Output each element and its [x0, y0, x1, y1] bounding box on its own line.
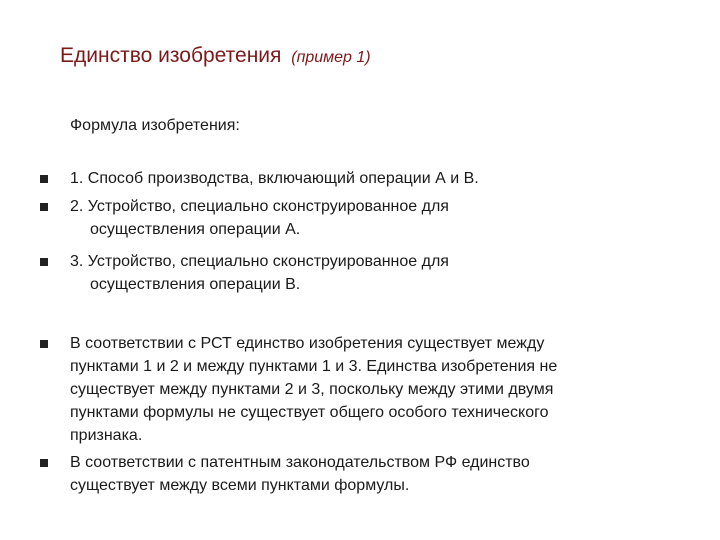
- note-line: пунктами 1 и 2 и между пунктами 1 и 3. Единства изобретения не: [70, 358, 558, 375]
- bullet-icon: [40, 340, 48, 348]
- note-line: пунктами формулы не существует общего особого технического: [70, 404, 549, 421]
- bullet-icon: [40, 258, 48, 266]
- note-text: [70, 332, 670, 447]
- note-line: В соответствии с патентным законодательством РФ единство: [70, 454, 530, 471]
- claim-text: [70, 250, 670, 296]
- claim-text: [70, 167, 670, 190]
- title-subtitle: (пример 1): [291, 49, 371, 66]
- note-line: существует между всеми пунктами формулы.: [70, 477, 410, 494]
- title-main: Единство изобретения: [60, 44, 282, 67]
- claim-line-continued: осуществления операции А.: [90, 221, 301, 238]
- claim-line-continued: осуществления операции В.: [90, 276, 301, 293]
- formula-label: Формула изобретения:: [70, 117, 240, 134]
- bullet-icon: [40, 203, 48, 211]
- note-line: В соответствии с РСТ единство изобретения существует между: [70, 335, 545, 352]
- note-text: [70, 451, 670, 497]
- claim-line: 1. Способ производства, включающий операции А и В.: [70, 170, 479, 187]
- claim-text: [70, 195, 670, 241]
- bullet-icon: [40, 175, 48, 183]
- note-line: признака.: [70, 427, 143, 444]
- page-title: [60, 44, 371, 68]
- bullet-icon: [40, 459, 48, 467]
- note-line: существует между пунктами 2 и 3, поскольку между этими двумя: [70, 381, 554, 398]
- claim-line: 2. Устройство, специально сконструированное для: [70, 198, 449, 215]
- claim-line: 3. Устройство, специально сконструированное для: [70, 253, 449, 270]
